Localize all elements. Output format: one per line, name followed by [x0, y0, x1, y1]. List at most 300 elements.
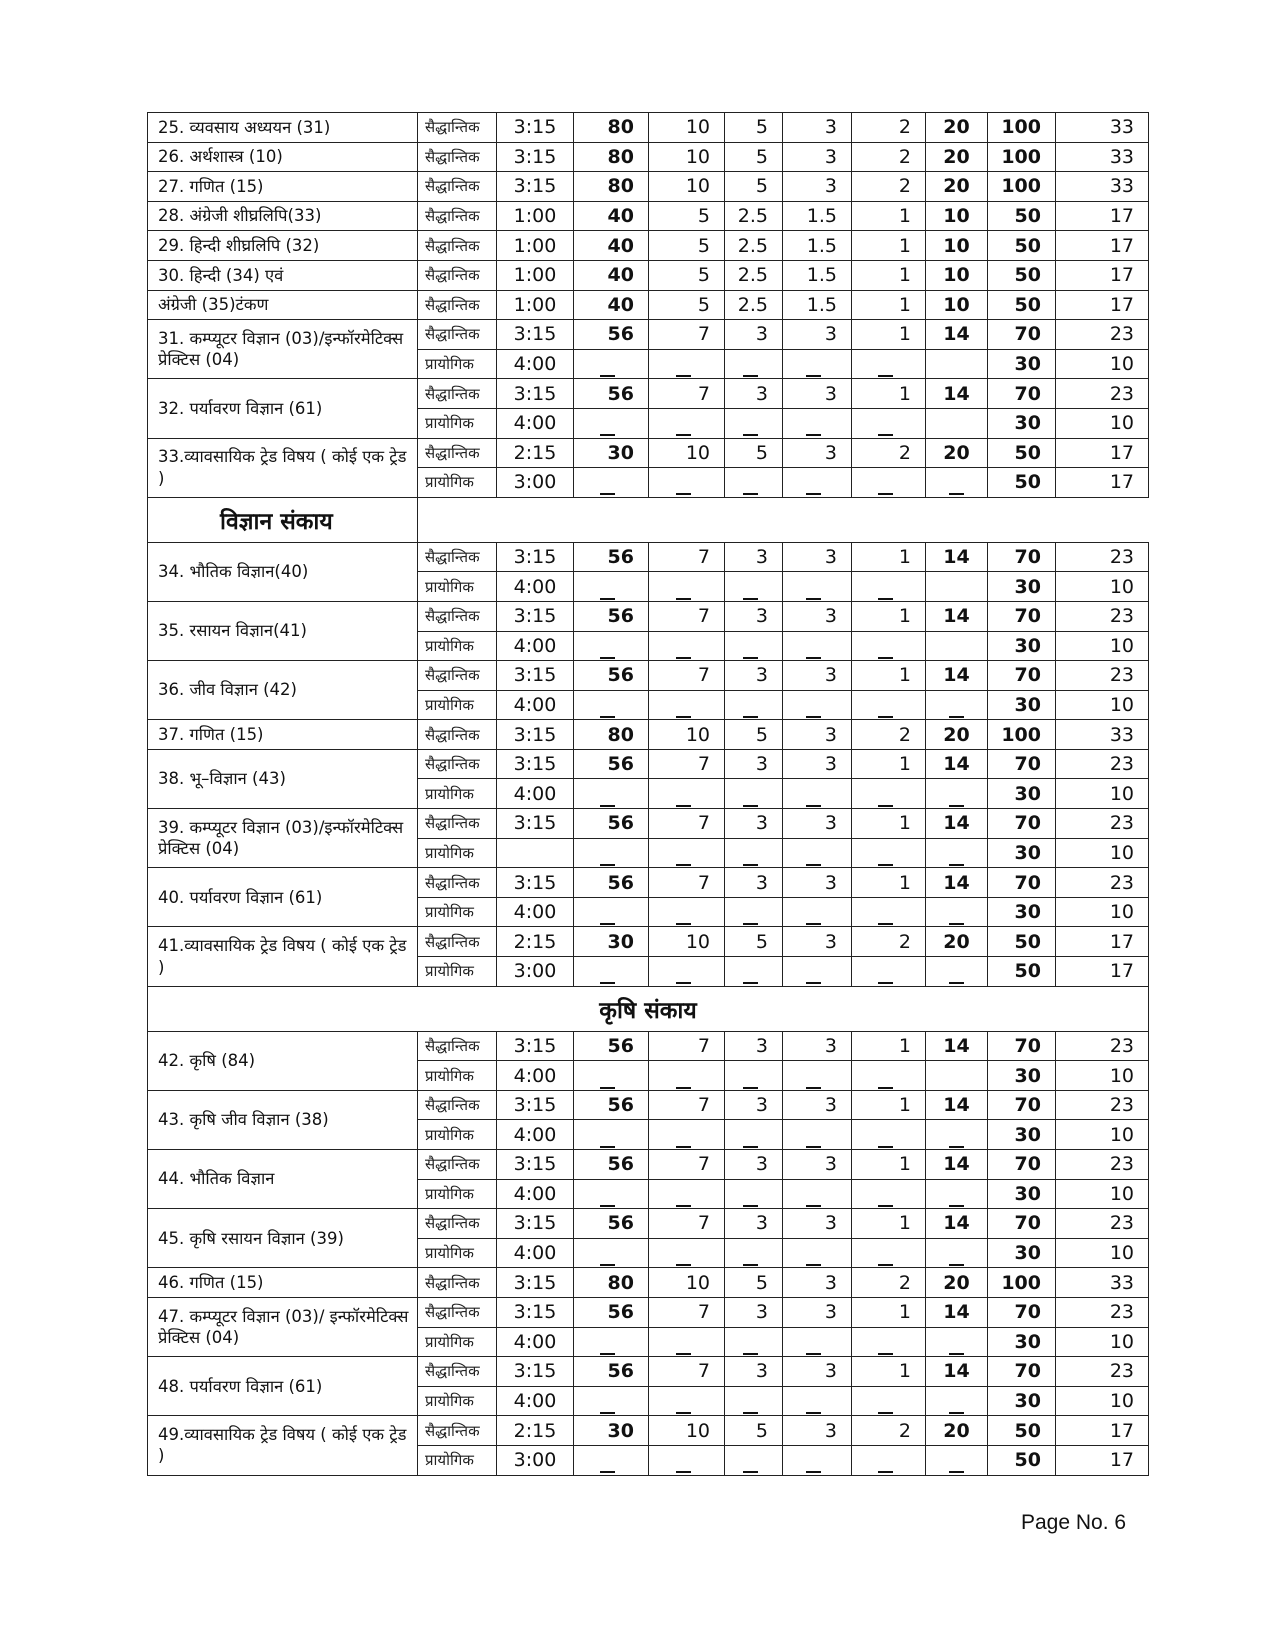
cell-marks-b: 5 — [725, 172, 783, 202]
cell-theory-marks: 40 — [574, 231, 649, 261]
cell-marks-a: 7 — [649, 1209, 725, 1239]
cell-marks-a: 10 — [649, 1416, 725, 1446]
cell-total-marks: 30 — [988, 1238, 1056, 1268]
cell-marks-b: 3 — [725, 1357, 783, 1387]
cell-total-marks: 30 — [988, 1327, 1056, 1357]
cell-theory-marks: 56 — [574, 1031, 649, 1061]
cell-theory-marks: 40 — [574, 201, 649, 231]
dash-mark — [600, 598, 615, 600]
cell-marks-c — [783, 779, 852, 809]
cell-theory-marks — [574, 1179, 649, 1209]
dash-mark — [806, 1264, 821, 1266]
cell-marks-a: 7 — [649, 379, 725, 409]
table-row — [148, 1297, 1149, 1327]
dash-mark — [878, 1353, 893, 1355]
paper-type: सैद्धान्तिक — [418, 201, 497, 231]
cell-marks-c: 1.5 — [783, 290, 852, 320]
cell-sessional-marks — [926, 1445, 988, 1475]
cell-pass-marks: 10 — [1056, 1238, 1149, 1268]
cell-marks-b — [725, 779, 783, 809]
paper-type: सैद्धान्तिक — [418, 1357, 497, 1387]
cell-marks-c — [783, 349, 852, 379]
cell-pass-marks: 33 — [1056, 113, 1149, 143]
cell-total-marks: 30 — [988, 631, 1056, 661]
cell-marks-b — [725, 631, 783, 661]
cell-sessional-marks — [926, 631, 988, 661]
paper-type: सैद्धान्तिक — [418, 231, 497, 261]
duration: 4:00 — [497, 1061, 574, 1091]
cell-marks-a: 7 — [649, 749, 725, 779]
cell-sessional-marks: 14 — [926, 809, 988, 839]
cell-theory-marks: 30 — [574, 1416, 649, 1446]
duration — [497, 838, 574, 868]
cell-marks-a: 10 — [649, 1268, 725, 1298]
cell-total-marks: 50 — [988, 1416, 1056, 1446]
paper-type: प्रायोगिक — [418, 408, 497, 438]
paper-type: सैद्धान्तिक — [418, 290, 497, 320]
dash-mark — [806, 1353, 821, 1355]
cell-marks-b: 5 — [725, 927, 783, 957]
cell-marks-c — [783, 1179, 852, 1209]
paper-type: सैद्धान्तिक — [418, 1416, 497, 1446]
dash-mark — [949, 1471, 964, 1473]
cell-total-marks: 100 — [988, 720, 1056, 750]
cell-total-marks: 70 — [988, 1209, 1056, 1239]
duration: 2:15 — [497, 927, 574, 957]
cell-pass-marks: 10 — [1056, 1061, 1149, 1091]
cell-marks-d: 1 — [852, 1357, 926, 1387]
paper-type: प्रायोगिक — [418, 349, 497, 379]
paper-type: प्रायोगिक — [418, 468, 497, 498]
paper-type: सैद्धान्तिक — [418, 142, 497, 172]
dash-mark — [949, 493, 964, 495]
cell-total-marks: 50 — [988, 1445, 1056, 1475]
table-row — [148, 172, 1149, 202]
dash-mark — [743, 657, 758, 659]
cell-pass-marks: 23 — [1056, 661, 1149, 691]
section-heading-text: कृषि संकाय — [599, 997, 697, 1024]
dash-mark — [806, 1412, 821, 1414]
cell-theory-marks: 56 — [574, 1297, 649, 1327]
paper-type: सैद्धान्तिक — [418, 1031, 497, 1061]
subject-name: 46. गणित (15) — [148, 1268, 418, 1298]
cell-pass-marks: 33 — [1056, 172, 1149, 202]
cell-marks-a: 5 — [649, 201, 725, 231]
cell-marks-d — [852, 1386, 926, 1416]
cell-sessional-marks: 14 — [926, 1090, 988, 1120]
cell-total-marks: 30 — [988, 897, 1056, 927]
cell-marks-d: 2 — [852, 142, 926, 172]
duration: 3:15 — [497, 542, 574, 572]
duration: 3:15 — [497, 1031, 574, 1061]
cell-total-marks: 100 — [988, 142, 1056, 172]
table-row — [148, 542, 1149, 572]
cell-marks-c: 3 — [783, 1297, 852, 1327]
cell-marks-c — [783, 1386, 852, 1416]
cell-marks-d: 1 — [852, 661, 926, 691]
table-row — [148, 201, 1149, 231]
dash-mark — [600, 864, 615, 866]
table-row — [148, 1357, 1149, 1387]
dash-mark — [949, 1412, 964, 1414]
cell-marks-c: 3 — [783, 749, 852, 779]
empty-cell — [574, 497, 649, 542]
cell-theory-marks — [574, 897, 649, 927]
cell-theory-marks: 80 — [574, 1268, 649, 1298]
empty-cell — [725, 497, 783, 542]
cell-marks-c — [783, 1061, 852, 1091]
cell-marks-b: 3 — [725, 1209, 783, 1239]
cell-sessional-marks — [926, 468, 988, 498]
cell-theory-marks: 80 — [574, 172, 649, 202]
cell-theory-marks: 30 — [574, 927, 649, 957]
table-row — [148, 601, 1149, 631]
cell-marks-a: 7 — [649, 809, 725, 839]
cell-marks-a — [649, 690, 725, 720]
subject-name: 31. कम्प्यूटर विज्ञान (03)/इन्फॉरमेटिक्स प्रेक्टिस (04) — [148, 320, 418, 379]
table-row — [148, 868, 1149, 898]
cell-sessional-marks — [926, 779, 988, 809]
cell-sessional-marks: 10 — [926, 290, 988, 320]
cell-pass-marks: 10 — [1056, 690, 1149, 720]
dash-mark — [743, 493, 758, 495]
cell-marks-a — [649, 1327, 725, 1357]
cell-marks-a — [649, 631, 725, 661]
cell-marks-b — [725, 1386, 783, 1416]
cell-theory-marks: 56 — [574, 542, 649, 572]
dash-mark — [676, 864, 691, 866]
dash-mark — [743, 716, 758, 718]
cell-total-marks: 30 — [988, 690, 1056, 720]
cell-marks-b: 5 — [725, 1416, 783, 1446]
cell-marks-a — [649, 1179, 725, 1209]
paper-type: प्रायोगिक — [418, 1445, 497, 1475]
table-row — [148, 320, 1149, 350]
cell-marks-a: 5 — [649, 231, 725, 261]
dash-mark — [676, 598, 691, 600]
cell-theory-marks — [574, 1445, 649, 1475]
dash-mark — [600, 716, 615, 718]
cell-marks-a — [649, 468, 725, 498]
cell-sessional-marks: 20 — [926, 113, 988, 143]
cell-theory-marks — [574, 1061, 649, 1091]
cell-sessional-marks: 20 — [926, 927, 988, 957]
cell-pass-marks: 23 — [1056, 379, 1149, 409]
cell-marks-b — [725, 1445, 783, 1475]
cell-pass-marks: 23 — [1056, 601, 1149, 631]
cell-marks-d — [852, 897, 926, 927]
cell-marks-b: 3 — [725, 809, 783, 839]
cell-sessional-marks: 14 — [926, 1209, 988, 1239]
duration: 4:00 — [497, 779, 574, 809]
dash-mark — [878, 1205, 893, 1207]
subject-name: 38. भू–विज्ञान (43) — [148, 749, 418, 808]
cell-pass-marks: 23 — [1056, 1090, 1149, 1120]
subject-name: 29. हिन्दी शीघ्रलिपि (32) — [148, 231, 418, 261]
paper-type: सैद्धान्तिक — [418, 1150, 497, 1180]
cell-sessional-marks — [926, 1327, 988, 1357]
cell-sessional-marks — [926, 1061, 988, 1091]
cell-marks-c: 3 — [783, 868, 852, 898]
dash-mark — [806, 716, 821, 718]
cell-sessional-marks: 14 — [926, 868, 988, 898]
subject-name: 48. पर्यावरण विज्ञान (61) — [148, 1357, 418, 1416]
cell-pass-marks: 33 — [1056, 1268, 1149, 1298]
cell-theory-marks — [574, 957, 649, 987]
cell-marks-d: 1 — [852, 1297, 926, 1327]
cell-sessional-marks — [926, 1179, 988, 1209]
cell-marks-b: 3 — [725, 320, 783, 350]
duration: 3:15 — [497, 320, 574, 350]
cell-sessional-marks — [926, 1386, 988, 1416]
cell-marks-b: 5 — [725, 720, 783, 750]
dash-mark — [806, 493, 821, 495]
duration: 4:00 — [497, 631, 574, 661]
cell-marks-a: 10 — [649, 172, 725, 202]
dash-mark — [600, 434, 615, 436]
paper-type: प्रायोगिक — [418, 1120, 497, 1150]
duration: 3:00 — [497, 468, 574, 498]
cell-pass-marks: 10 — [1056, 349, 1149, 379]
duration: 3:15 — [497, 1090, 574, 1120]
cell-theory-marks — [574, 572, 649, 602]
dash-mark — [878, 805, 893, 807]
section-heading — [148, 497, 418, 542]
dash-mark — [743, 1471, 758, 1473]
cell-sessional-marks — [926, 1238, 988, 1268]
subject-name: 34. भौतिक विज्ञान(40) — [148, 542, 418, 601]
cell-pass-marks: 33 — [1056, 720, 1149, 750]
cell-marks-a: 10 — [649, 142, 725, 172]
cell-marks-b: 2.5 — [725, 290, 783, 320]
dash-mark — [949, 864, 964, 866]
table-row — [148, 661, 1149, 691]
dash-mark — [600, 805, 615, 807]
table-row — [148, 1031, 1149, 1061]
cell-marks-d — [852, 1061, 926, 1091]
table-row — [148, 749, 1149, 779]
cell-marks-a: 7 — [649, 542, 725, 572]
cell-marks-a: 5 — [649, 290, 725, 320]
dash-mark — [806, 923, 821, 925]
cell-marks-b: 3 — [725, 1090, 783, 1120]
paper-type: सैद्धान्तिक — [418, 868, 497, 898]
dash-mark — [676, 1353, 691, 1355]
paper-type: सैद्धान्तिक — [418, 809, 497, 839]
cell-total-marks: 30 — [988, 1120, 1056, 1150]
cell-pass-marks: 23 — [1056, 868, 1149, 898]
page-number: Page No. 6 — [1021, 1511, 1127, 1534]
cell-marks-b — [725, 1120, 783, 1150]
cell-sessional-marks — [926, 349, 988, 379]
cell-sessional-marks: 10 — [926, 201, 988, 231]
cell-marks-c: 3 — [783, 927, 852, 957]
dash-mark — [676, 716, 691, 718]
cell-pass-marks: 17 — [1056, 1416, 1149, 1446]
cell-theory-marks: 56 — [574, 379, 649, 409]
cell-marks-a — [649, 1061, 725, 1091]
duration: 1:00 — [497, 260, 574, 290]
paper-type: प्रायोगिक — [418, 1238, 497, 1268]
empty-cell — [783, 497, 852, 542]
cell-marks-d: 1 — [852, 231, 926, 261]
paper-type: सैद्धान्तिक — [418, 113, 497, 143]
cell-marks-a: 7 — [649, 1297, 725, 1327]
cell-total-marks: 50 — [988, 468, 1056, 498]
paper-type: सैद्धान्तिक — [418, 601, 497, 631]
duration: 3:15 — [497, 379, 574, 409]
dash-mark — [743, 1412, 758, 1414]
dash-mark — [878, 598, 893, 600]
paper-type: सैद्धान्तिक — [418, 438, 497, 468]
dash-mark — [878, 1471, 893, 1473]
cell-marks-d — [852, 690, 926, 720]
cell-marks-d — [852, 1445, 926, 1475]
cell-sessional-marks — [926, 838, 988, 868]
subject-name: 42. कृषि (84) — [148, 1031, 418, 1090]
dash-mark — [600, 657, 615, 659]
paper-type: सैद्धान्तिक — [418, 542, 497, 572]
cell-marks-d — [852, 957, 926, 987]
dash-mark — [743, 864, 758, 866]
dash-mark — [878, 982, 893, 984]
dash-mark — [806, 598, 821, 600]
cell-marks-c — [783, 408, 852, 438]
cell-marks-d — [852, 1238, 926, 1268]
cell-marks-d: 2 — [852, 172, 926, 202]
cell-marks-c: 3 — [783, 320, 852, 350]
dash-mark — [676, 657, 691, 659]
cell-marks-a: 7 — [649, 1031, 725, 1061]
duration: 4:00 — [497, 1120, 574, 1150]
cell-total-marks: 30 — [988, 1179, 1056, 1209]
cell-sessional-marks: 14 — [926, 1357, 988, 1387]
subject-name: 43. कृषि जीव विज्ञान (38) — [148, 1090, 418, 1149]
duration: 3:00 — [497, 957, 574, 987]
cell-marks-c — [783, 468, 852, 498]
cell-total-marks: 100 — [988, 1268, 1056, 1298]
dash-mark — [676, 1412, 691, 1414]
cell-marks-b — [725, 1238, 783, 1268]
dash-mark — [949, 805, 964, 807]
cell-pass-marks: 33 — [1056, 142, 1149, 172]
cell-marks-d — [852, 1120, 926, 1150]
cell-theory-marks: 56 — [574, 601, 649, 631]
cell-marks-c — [783, 897, 852, 927]
cell-pass-marks: 17 — [1056, 290, 1149, 320]
paper-type: प्रायोगिक — [418, 631, 497, 661]
dash-mark — [949, 923, 964, 925]
cell-total-marks: 70 — [988, 661, 1056, 691]
cell-marks-a: 10 — [649, 113, 725, 143]
cell-total-marks: 50 — [988, 231, 1056, 261]
cell-total-marks: 30 — [988, 838, 1056, 868]
table-row — [148, 260, 1149, 290]
table-row — [148, 1090, 1149, 1120]
cell-pass-marks: 17 — [1056, 957, 1149, 987]
duration: 3:15 — [497, 1297, 574, 1327]
cell-total-marks: 70 — [988, 1031, 1056, 1061]
cell-total-marks: 70 — [988, 379, 1056, 409]
cell-sessional-marks — [926, 957, 988, 987]
empty-cell — [988, 497, 1056, 542]
cell-marks-b: 3 — [725, 1297, 783, 1327]
cell-theory-marks: 56 — [574, 749, 649, 779]
cell-marks-a — [649, 572, 725, 602]
dash-mark — [806, 1146, 821, 1148]
cell-pass-marks: 17 — [1056, 201, 1149, 231]
cell-marks-b: 5 — [725, 113, 783, 143]
subject-name: 45. कृषि रसायन विज्ञान (39) — [148, 1209, 418, 1268]
dash-mark — [743, 434, 758, 436]
cell-marks-d: 2 — [852, 1268, 926, 1298]
cell-total-marks: 50 — [988, 201, 1056, 231]
cell-marks-a — [649, 897, 725, 927]
cell-marks-c: 3 — [783, 1090, 852, 1120]
subject-name: 44. भौतिक विज्ञान — [148, 1150, 418, 1209]
paper-type: प्रायोगिक — [418, 1179, 497, 1209]
dash-mark — [743, 598, 758, 600]
cell-marks-b: 2.5 — [725, 201, 783, 231]
cell-theory-marks — [574, 408, 649, 438]
cell-marks-b: 3 — [725, 1031, 783, 1061]
cell-marks-b — [725, 1179, 783, 1209]
paper-type: सैद्धान्तिक — [418, 749, 497, 779]
cell-pass-marks: 17 — [1056, 231, 1149, 261]
subject-name: 26. अर्थशास्त्र (10) — [148, 142, 418, 172]
cell-pass-marks: 10 — [1056, 572, 1149, 602]
cell-marks-c — [783, 1327, 852, 1357]
cell-pass-marks: 10 — [1056, 1120, 1149, 1150]
cell-marks-c: 3 — [783, 720, 852, 750]
dash-mark — [743, 1087, 758, 1089]
cell-pass-marks: 23 — [1056, 542, 1149, 572]
duration: 3:15 — [497, 601, 574, 631]
cell-pass-marks: 10 — [1056, 1179, 1149, 1209]
cell-marks-a — [649, 1445, 725, 1475]
cell-marks-b: 2.5 — [725, 260, 783, 290]
cell-total-marks: 30 — [988, 408, 1056, 438]
cell-marks-d: 2 — [852, 720, 926, 750]
cell-sessional-marks: 14 — [926, 1297, 988, 1327]
cell-marks-b — [725, 957, 783, 987]
duration: 2:15 — [497, 438, 574, 468]
cell-sessional-marks: 14 — [926, 379, 988, 409]
cell-pass-marks: 17 — [1056, 468, 1149, 498]
paper-type: प्रायोगिक — [418, 1061, 497, 1091]
cell-marks-c — [783, 1238, 852, 1268]
cell-pass-marks: 23 — [1056, 1031, 1149, 1061]
dash-mark — [806, 1471, 821, 1473]
paper-type: सैद्धान्तिक — [418, 1209, 497, 1239]
dash-mark — [676, 805, 691, 807]
subject-name: 41.व्यावसायिक ट्रेड विषय ( कोई एक ट्रेड ) — [148, 927, 418, 986]
dash-mark — [676, 1264, 691, 1266]
cell-pass-marks: 23 — [1056, 809, 1149, 839]
dash-mark — [600, 1471, 615, 1473]
dash-mark — [806, 805, 821, 807]
cell-sessional-marks — [926, 690, 988, 720]
table-row — [148, 438, 1149, 468]
cell-marks-d: 2 — [852, 438, 926, 468]
duration: 3:15 — [497, 1357, 574, 1387]
dash-mark — [743, 1146, 758, 1148]
duration: 4:00 — [497, 897, 574, 927]
cell-marks-d: 1 — [852, 379, 926, 409]
cell-marks-c: 1.5 — [783, 201, 852, 231]
dash-mark — [676, 923, 691, 925]
empty-cell — [926, 497, 988, 542]
